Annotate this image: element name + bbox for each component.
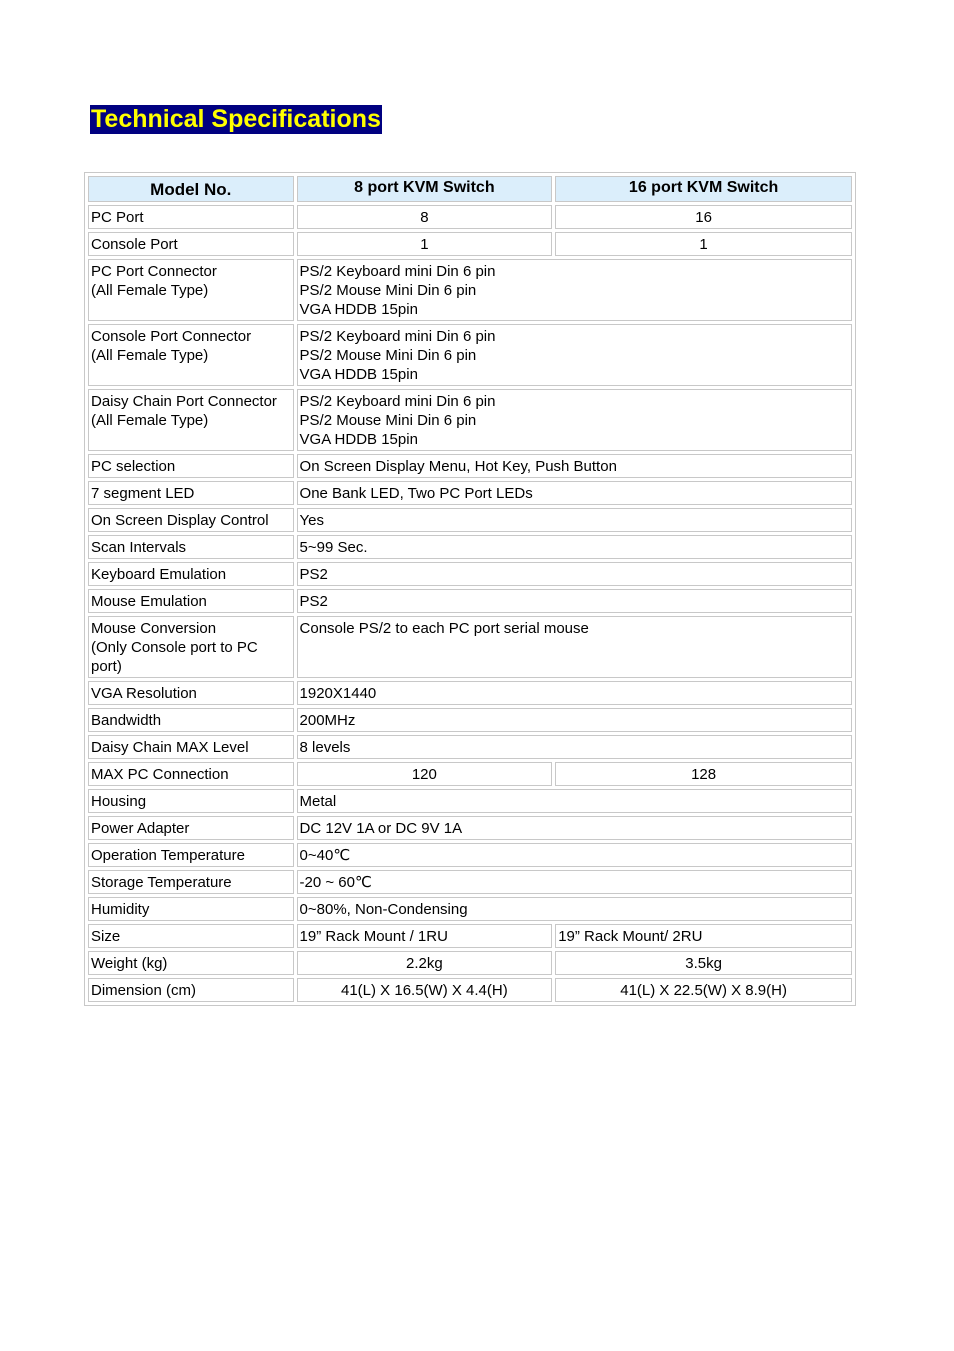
row-label-line: Mouse Conversion [91,620,217,637]
row-label-line: Daisy Chain MAX Level [91,739,249,756]
row-label-power-adapter [88,816,294,840]
table-row [88,843,852,867]
row-value-line: PS/2 Mouse Mini Din 6 pin [299,282,477,299]
value-16-port: 3.5kg [555,951,852,975]
row-label-on-screen-display-control [88,508,294,532]
row-value [297,324,852,386]
row-label-line: Mouse Emulation [91,593,207,610]
specifications-table-body [88,176,852,1002]
row-label-pc-selection [88,454,294,478]
row-label-line: Console Port [91,236,178,253]
row-label-line: (All Female Type) [91,347,209,364]
row-value [297,616,852,678]
value-8-port: 2.2kg [297,951,553,975]
row-label-line: Console Port Connector [91,328,252,345]
table-row [88,535,852,559]
row-label-pc-port [88,205,294,229]
header-8-port: 8 port KVM Switch [297,176,553,202]
row-value [297,259,852,321]
row-value-line: 0~40℃ [299,847,351,864]
row-value [297,816,852,840]
row-value [297,843,852,867]
value-16-port: 41(L) X 22.5(W) X 8.9(H) [555,978,852,1002]
table-row [88,870,852,894]
row-label-line: PC selection [91,458,176,475]
table-row [88,978,852,1002]
row-label-size [88,924,294,948]
row-value-line: PS/2 Keyboard mini Din 6 pin [299,263,496,280]
row-value-line: PS2 [299,593,328,610]
row-value-line: Metal [299,793,337,810]
header-model-no: Model No. [88,176,294,202]
table-row [88,924,852,948]
row-label-operation-temperature [88,843,294,867]
row-value-line: On Screen Display Menu, Hot Key, Push Button [299,458,617,475]
row-label-dimension-cm [88,978,294,1002]
row-value-line: PS/2 Mouse Mini Din 6 pin [299,412,477,429]
row-value-line: 5~99 Sec. [299,539,368,556]
value-8-port: 19” Rack Mount / 1RU [297,924,553,948]
table-header-row [88,176,852,202]
row-label-line: Humidity [91,901,150,918]
row-value [297,589,852,613]
value-8-port: 41(L) X 16.5(W) X 4.4(H) [297,978,553,1002]
row-label-7-segment-led [88,481,294,505]
row-value [297,708,852,732]
row-value-line: PS2 [299,566,328,583]
row-label-line: Size [91,928,121,945]
table-row [88,616,852,678]
row-label-scan-intervals [88,535,294,559]
table-row [88,589,852,613]
table-row [88,762,852,786]
table-row [88,951,852,975]
row-label-daisy-chain-port-connector [88,389,294,451]
row-label-weight-kg [88,951,294,975]
row-value [297,870,852,894]
table-row [88,897,852,921]
row-value [297,454,852,478]
value-8-port: 1 [297,232,553,256]
row-label-daisy-chain-max-level [88,735,294,759]
row-label-bandwidth [88,708,294,732]
row-value-line: 1920X1440 [299,685,377,702]
row-label-line: Power Adapter [91,820,190,837]
row-label-humidity [88,897,294,921]
value-16-port: 16 [555,205,852,229]
table-row [88,232,852,256]
table-row [88,789,852,813]
row-value-line: 8 levels [299,739,351,756]
row-value [297,735,852,759]
page-title: Technical Specifications [91,105,381,133]
row-label-line: Housing [91,793,147,810]
value-16-port: 19” Rack Mount/ 2RU [555,924,852,948]
table-row [88,562,852,586]
row-label-line: Storage Temperature [91,874,232,891]
row-value [297,389,852,451]
value-16-port: 1 [555,232,852,256]
value-8-port: 120 [297,762,553,786]
row-label-line: Dimension (cm) [91,982,197,999]
row-label-line: Bandwidth [91,712,162,729]
row-label-mouse-emulation [88,589,294,613]
row-value-line: Console PS/2 to each PC port serial mouse [299,620,589,637]
row-label-line: Operation Temperature [91,847,245,864]
row-label-line: PC Port Connector [91,263,217,280]
table-row [88,508,852,532]
row-label-storage-temperature [88,870,294,894]
row-label-vga-resolution [88,681,294,705]
row-label-keyboard-emulation [88,562,294,586]
header-16-port: 16 port KVM Switch [555,176,852,202]
row-label-line: Daisy Chain Port Connector [91,393,277,410]
table-row [88,324,852,386]
row-label-housing [88,789,294,813]
table-row [88,481,852,505]
table-row [88,735,852,759]
row-label-line: 7 segment LED [91,485,195,502]
row-value [297,681,852,705]
specifications-table [84,172,856,1006]
table-row [88,681,852,705]
row-value-line: One Bank LED, Two PC Port LEDs [299,485,533,502]
row-value-line: Yes [299,512,325,529]
row-label-line: MAX PC Connection [91,766,229,783]
value-8-port: 8 [297,205,553,229]
row-value [297,562,852,586]
row-label-mouse-conversion [88,616,294,678]
row-label-pc-port-connector [88,259,294,321]
table-row [88,205,852,229]
row-value [297,535,852,559]
row-value-line: DC 12V 1A or DC 9V 1A [299,820,463,837]
table-row [88,816,852,840]
row-label-line: PC Port [91,209,144,226]
row-label-line: (All Female Type) [91,282,209,299]
row-label-max-pc-connection [88,762,294,786]
row-label-line: port) [91,658,122,675]
row-label-line: Keyboard Emulation [91,566,227,583]
value-16-port: 128 [555,762,852,786]
row-value [297,789,852,813]
row-label-console-port [88,232,294,256]
row-label-line: Scan Intervals [91,539,187,556]
row-label-line: (Only Console port to PC [91,639,258,656]
row-value-line: PS/2 Mouse Mini Din 6 pin [299,347,477,364]
row-value [297,508,852,532]
row-label-line: VGA Resolution [91,685,197,702]
table-row [88,389,852,451]
table-row [88,454,852,478]
table-row [88,259,852,321]
row-value-line: VGA HDDB 15pin [299,431,418,448]
row-value [297,897,852,921]
row-label-console-port-connector [88,324,294,386]
row-value-line: VGA HDDB 15pin [299,301,418,318]
row-value-line: PS/2 Keyboard mini Din 6 pin [299,328,496,345]
row-label-line: On Screen Display Control [91,512,269,529]
row-value [297,481,852,505]
row-label-line: (All Female Type) [91,412,209,429]
row-value-line: 0~80%, Non-Condensing [299,901,468,918]
row-label-line: Weight (kg) [91,955,168,972]
row-value-line: -20 ~ 60℃ [299,874,372,891]
row-value-line: VGA HDDB 15pin [299,366,418,383]
row-value-line: PS/2 Keyboard mini Din 6 pin [299,393,496,410]
table-row [88,708,852,732]
row-value-line: 200MHz [299,712,356,729]
